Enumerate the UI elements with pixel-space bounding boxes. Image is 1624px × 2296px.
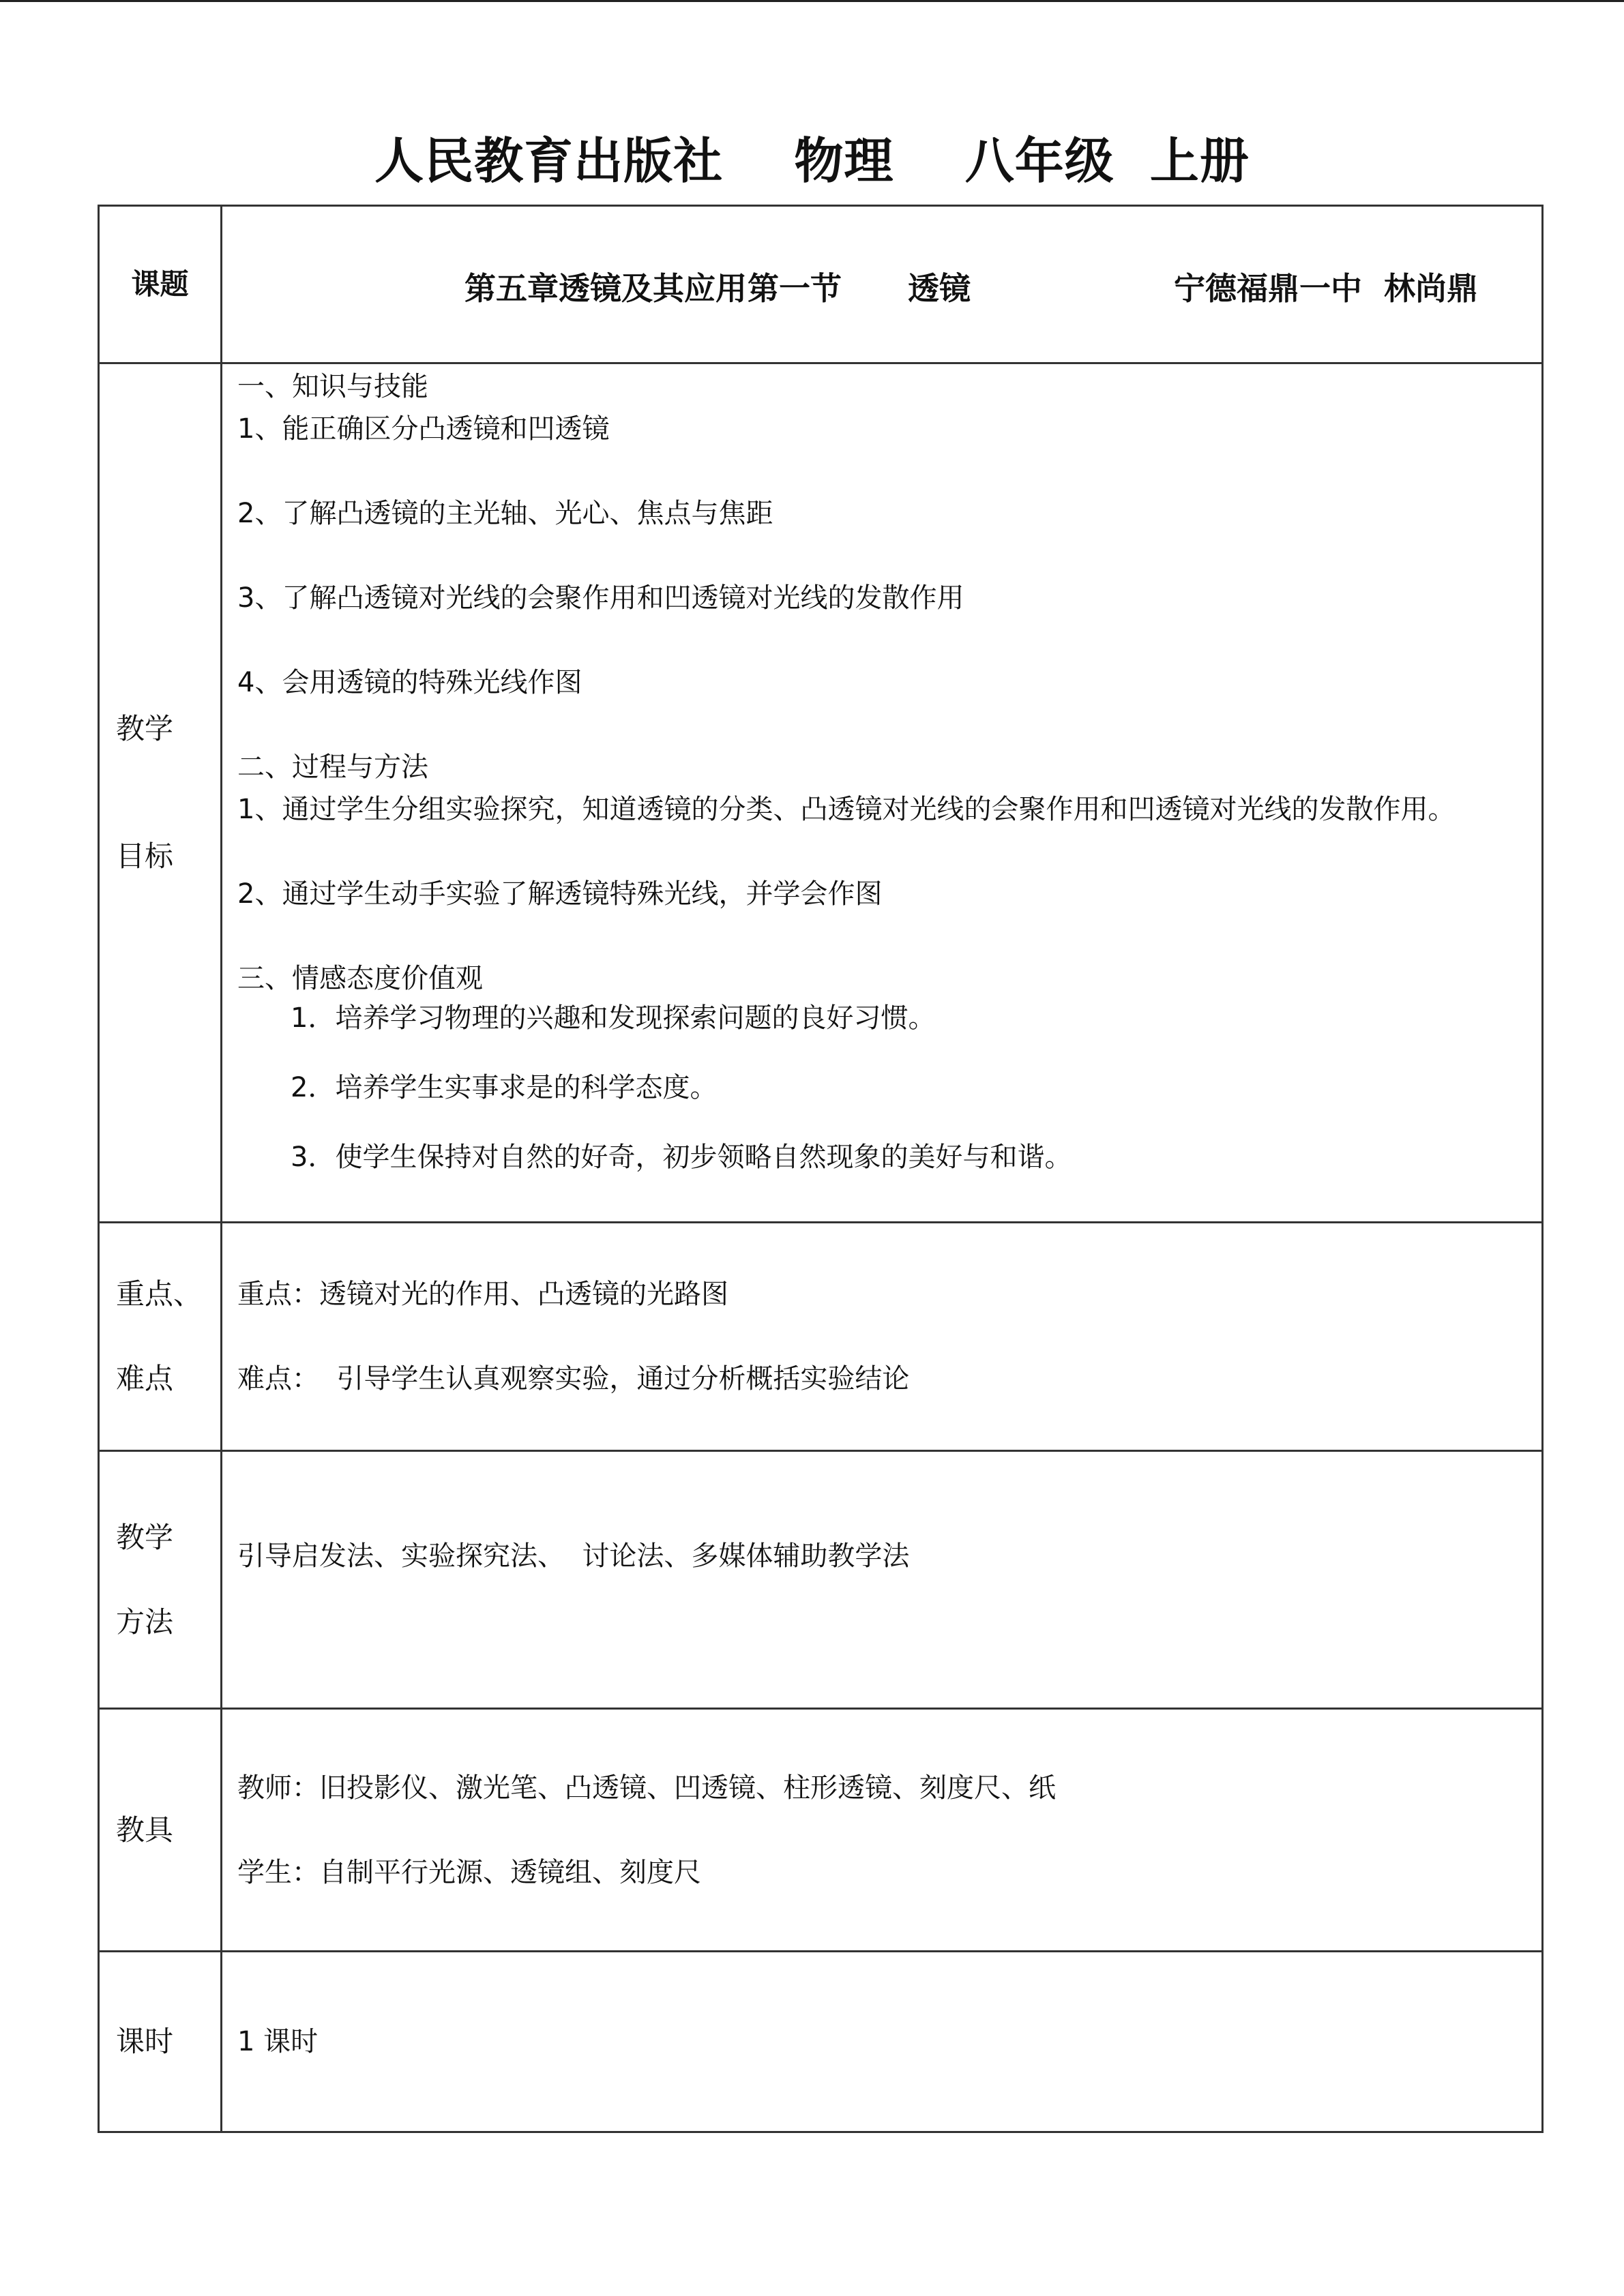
method-row <box>99 1451 1543 1709</box>
goal-knowledge-1: 1、能正确区分凸透镜和凹透镜 <box>237 413 610 445</box>
goal-emotion-2: 2．培养学生实事求是的科学态度。 <box>291 1072 718 1103</box>
goal-process-1: 1、通过学生分组实验探究，知道透镜的分类、凸透镜对光线的会聚作用和凹透镜对光线的发散作用。 <box>237 794 1456 825</box>
goal-knowledge-3: 3、了解凸透镜对光线的会聚作用和凹透镜对光线的发散作用 <box>237 582 964 614</box>
goal-process-2: 2、通过学生动手实验了解透镜特殊光线，并学会作图 <box>237 878 883 910</box>
topic-content-cell <box>222 206 1543 363</box>
keys-label-line2: 难点 <box>116 1362 174 1395</box>
goal-knowledge-4: 4、会用透镜的特殊光线作图 <box>237 667 582 698</box>
goals-heading-process: 二、过程与方法 <box>237 751 428 783</box>
lesson-plan-table <box>98 205 1544 2133</box>
topic-row <box>99 206 1543 363</box>
topic-author: 宁德福鼎一中 林尚鼎 <box>1174 270 1479 307</box>
keys-label-cell <box>99 1223 222 1451</box>
topic-name: 透镜 <box>908 270 971 307</box>
hours-label-cell <box>99 1952 222 2132</box>
tools-student: 学生：自制平行光源、透镜组、刻度尺 <box>237 1856 701 1888</box>
goals-label-cell <box>99 363 222 1223</box>
tools-teacher: 教师：旧投影仪、激光笔、凸透镜、凹透镜、柱形透镜、刻度尺、纸 <box>237 1772 1056 1804</box>
method-content-cell <box>222 1451 1543 1709</box>
keys-row <box>99 1223 1543 1451</box>
keys-label-line1: 重点、 <box>116 1277 203 1311</box>
method-label-line2: 方法 <box>116 1605 174 1639</box>
tools-label: 教具 <box>116 1813 174 1847</box>
topic-label: 课题 <box>131 267 189 301</box>
tools-label-cell <box>99 1709 222 1952</box>
goal-emotion-3: 3．使学生保持对自然的好奇，初步领略自然现象的美好与和谐。 <box>291 1142 1072 1173</box>
goal-knowledge-2: 2、了解凸透镜的主光轴、光心、焦点与焦距 <box>237 498 773 529</box>
hours-row <box>99 1952 1543 2132</box>
goals-label-line2: 目标 <box>116 839 174 873</box>
method-text: 引导启发法、实验探究法、 讨论法、多媒体辅助教学法 <box>237 1540 910 1572</box>
topic-label-cell <box>99 206 222 363</box>
hours-label: 课时 <box>116 2025 174 2058</box>
page-top-border <box>0 0 1624 2</box>
topic-chapter: 第五章透镜及其应用 <box>464 270 747 307</box>
hours-text: 1 课时 <box>237 2026 319 2057</box>
goals-heading-knowledge: 一、知识与技能 <box>237 371 428 402</box>
key-point: 重点：透镜对光的作用、凸透镜的光路图 <box>237 1279 728 1310</box>
tools-content-cell <box>222 1709 1543 1952</box>
goals-content-cell <box>222 363 1543 1223</box>
topic-section: 第一节 <box>748 270 842 307</box>
difficult-point: 难点： 引导学生认真观察实验，通过分析概括实验结论 <box>237 1363 910 1395</box>
method-label-line1: 教学 <box>116 1520 174 1554</box>
page-title: 人民教育出版社 物理 八年级 上册 <box>374 132 1250 190</box>
method-label-cell <box>99 1451 222 1709</box>
goals-heading-emotion: 三、情感态度价值观 <box>237 963 483 994</box>
goals-row <box>99 363 1543 1223</box>
tools-row <box>99 1709 1543 1952</box>
hours-content-cell <box>222 1952 1543 2132</box>
keys-content-cell <box>222 1223 1543 1451</box>
goals-label-line1: 教学 <box>116 712 174 745</box>
goal-emotion-1: 1．培养学习物理的兴趣和发现探索问题的良好习惯。 <box>291 1002 936 1034</box>
